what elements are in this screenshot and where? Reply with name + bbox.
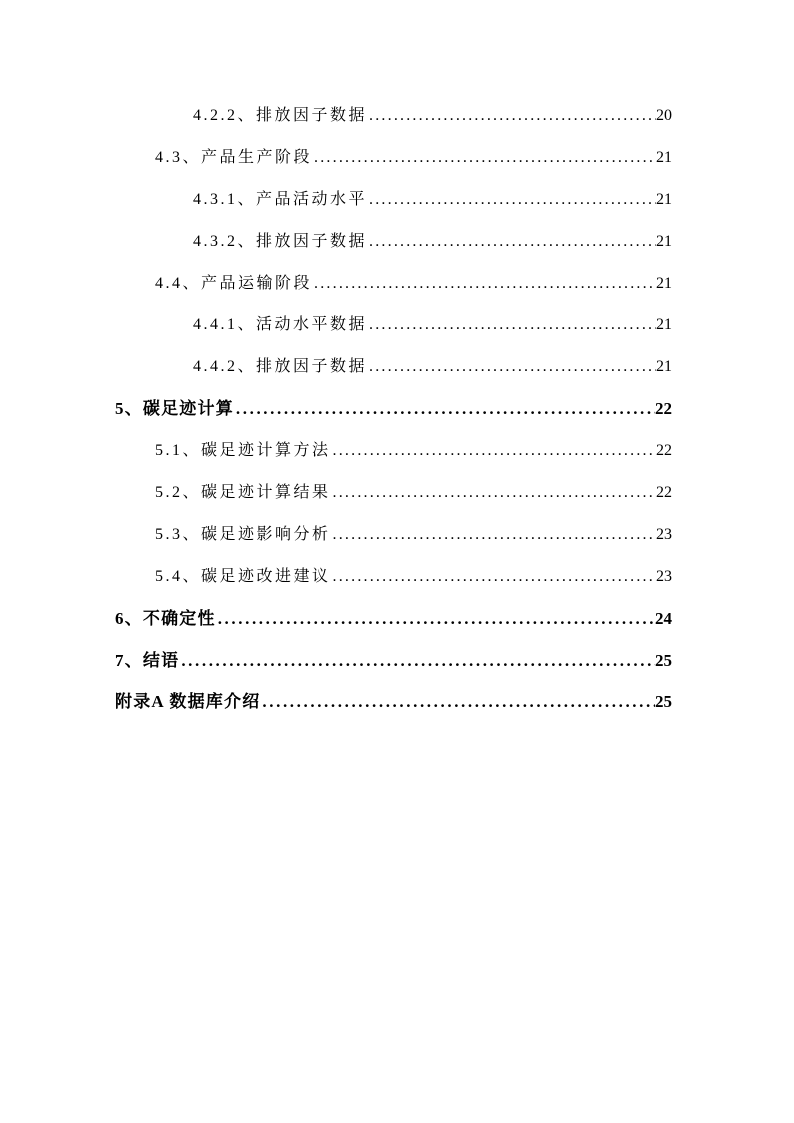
toc-leader-dots [367,179,656,221]
toc-entry-page: 21 [656,316,672,334]
toc-leader-dots [179,640,655,682]
toc-entry[interactable] [115,514,672,556]
toc-leader-dots [312,137,656,179]
toc-leader-dots [260,681,655,723]
toc-entry-page: 21 [656,274,672,292]
toc-entry-label: 5、碳足迹计算 [115,399,234,419]
toc-entry[interactable] [115,640,672,682]
toc-entry-page: 22 [656,442,672,460]
toc-entry[interactable] [115,304,672,346]
toc-entry-page: 21 [656,232,672,250]
toc-entry-label: 4.4.2、排放因子数据 [193,358,368,376]
toc-leader-dots [331,430,656,472]
toc-entry[interactable] [115,556,672,598]
toc-entry[interactable] [115,95,672,137]
toc-leader-dots [367,304,656,346]
toc-entry-page: 21 [656,190,672,208]
toc-entry[interactable] [115,221,672,263]
toc-leader-dots [367,346,656,388]
toc-entry-page: 25 [655,692,672,712]
toc-entry-label: 4.3.2、排放因子数据 [193,232,368,250]
toc-entry-label: 4.3.1、产品活动水平 [193,190,368,208]
toc-entry-label: 5.3、碳足迹影响分析 [155,525,331,543]
toc-leader-dots [216,598,655,640]
toc-entry[interactable] [115,430,672,472]
toc-entry[interactable] [115,388,672,430]
table-of-contents [115,95,672,723]
toc-leader-dots [367,95,656,137]
toc-entry[interactable] [115,263,672,305]
toc-entry-label: 附录A 数据库介绍 [115,692,261,712]
toc-entry-label: 4.4.1、活动水平数据 [193,316,368,334]
toc-entry-label: 5.4、碳足迹改进建议 [155,567,331,585]
toc-entry-page: 20 [656,107,672,124]
toc-entry[interactable] [115,137,672,179]
toc-entry-label: 4.3、产品生产阶段 [155,148,313,166]
toc-entry-label: 5.1、碳足迹计算方法 [155,442,331,460]
toc-leader-dots [331,472,656,514]
toc-entry-page: 23 [656,567,672,585]
toc-leader-dots [367,221,656,263]
toc-leader-dots [331,514,656,556]
toc-leader-dots [331,556,656,598]
toc-entry-label: 4.2.2、排放因子数据 [193,107,368,124]
toc-entry[interactable] [115,472,672,514]
toc-entry-page: 22 [655,399,672,419]
toc-entry[interactable] [115,346,672,388]
toc-entry-page: 25 [655,650,672,670]
toc-entry-page: 21 [656,358,672,376]
toc-entry-page: 22 [656,484,672,502]
toc-entry[interactable] [115,598,672,640]
toc-entry-page: 21 [656,148,672,166]
toc-leader-dots [312,263,656,305]
toc-entry-label: 7、结语 [115,650,180,670]
toc-entry-label: 6、不确定性 [115,608,216,628]
toc-leader-dots [234,388,655,430]
toc-entry-label: 5.2、碳足迹计算结果 [155,484,331,502]
toc-entry-label: 4.4、产品运输阶段 [155,274,313,292]
toc-entry-page: 24 [655,608,672,628]
toc-entry-page: 23 [656,525,672,543]
toc-entry[interactable] [115,681,672,723]
toc-entry[interactable] [115,179,672,221]
